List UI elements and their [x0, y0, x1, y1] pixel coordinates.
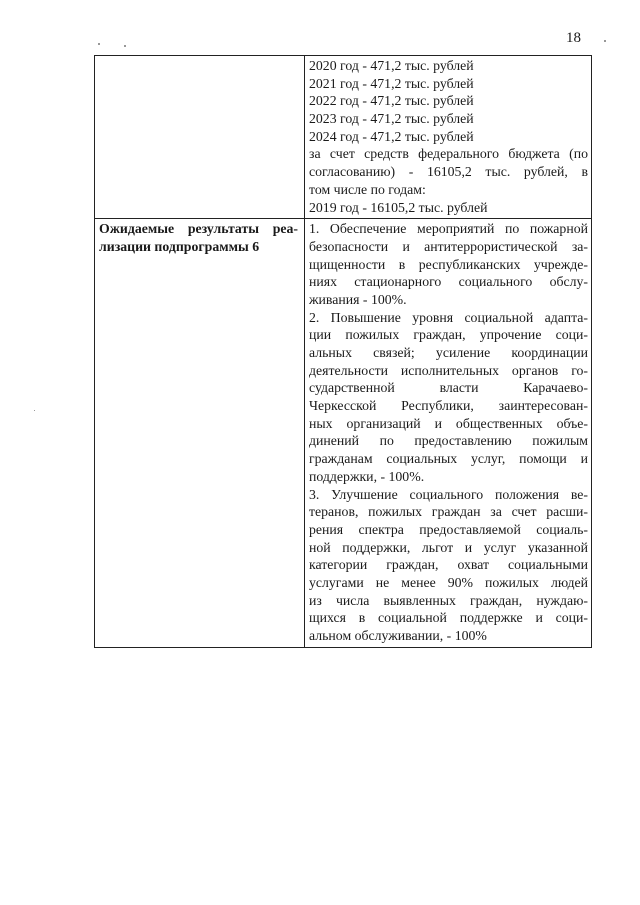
scan-speck — [124, 45, 126, 47]
text-line: гражданам социальных услуг, помощи и — [309, 451, 588, 467]
scan-speck — [604, 40, 606, 42]
text-line: услугами не менее 90% пожилых людей — [309, 574, 588, 590]
text-line: рения спектра предоставляемой социаль- — [309, 521, 588, 537]
text-line: альных связей; усиление координации — [309, 345, 588, 360]
text-line: щищенности в республиканских учрежде- — [309, 256, 588, 272]
text-line: щихся в социальной поддержке и соци- — [309, 610, 588, 626]
scan-speck — [98, 43, 100, 45]
text-line: 2024 год - 471,2 тыс. рублей — [309, 128, 474, 144]
text-line: теранов, пожилых граждан за счет расши- — [309, 504, 588, 520]
text-line: 2019 год - 16105,2 тыс. рублей — [309, 199, 488, 215]
text-line: 2023 год - 471,2 тыс. рублей — [309, 111, 474, 127]
text-line: ниях стационарного социального обслу- — [309, 274, 588, 290]
text-line: 1. Обеспечение мероприятий по пожарной — [309, 221, 588, 237]
text-line: Черкесской Республики, заинтересован- — [309, 398, 588, 414]
table-row — [95, 219, 592, 648]
text-line: 3. Улучшение социального положения ве- — [309, 486, 588, 502]
text-line: сударственной власти Карачаево- — [309, 380, 588, 396]
text-line: за счет средств федерального бюджета (по — [309, 146, 588, 162]
text-line: 2021 год - 471,2 тыс. рублей — [309, 75, 474, 91]
text-line: лизации подпрограммы 6 — [99, 238, 260, 254]
text-line: 2022 год - 471,2 тыс. рублей — [309, 93, 474, 109]
text-line: Ожидаемые результаты реа- — [99, 221, 298, 237]
text-line: поддержки, - 100%. — [309, 468, 425, 484]
text-line: из числа выявленных граждан, нуждаю- — [309, 592, 588, 608]
scan-speck — [34, 410, 35, 411]
row1-label-cell — [95, 56, 305, 219]
text-line: ной поддержки, льгот и услуг указанной — [309, 539, 588, 555]
row1-value-cell — [305, 56, 592, 219]
text-line: безопасности и антитеррористической за- — [309, 238, 588, 254]
text-line: ции пожилых граждан, упрочение соци- — [309, 327, 588, 343]
page-number: 18 — [566, 30, 581, 46]
row2-value-cell — [305, 219, 592, 648]
text-line: ных организаций и общественных объе- — [309, 415, 588, 431]
subprogram-table — [94, 55, 592, 648]
text-line: 2020 год - 471,2 тыс. рублей — [309, 58, 474, 73]
text-line: динений по предоставлению пожилым — [309, 433, 588, 449]
text-line: деятельности исполнительных органов го- — [309, 362, 588, 378]
table-row — [95, 56, 592, 219]
text-line: категории граждан, охват социальными — [309, 557, 588, 573]
text-line: живания - 100%. — [309, 291, 407, 307]
text-line: согласованию) - 16105,2 тыс. рублей, в — [309, 164, 588, 180]
text-line: том числе по годам: — [309, 181, 426, 197]
text-line: альном обслуживании, - 100% — [309, 628, 487, 643]
text-line: 2. Повышение уровня социальной адапта- — [309, 309, 588, 325]
row2-label-cell — [95, 219, 305, 648]
